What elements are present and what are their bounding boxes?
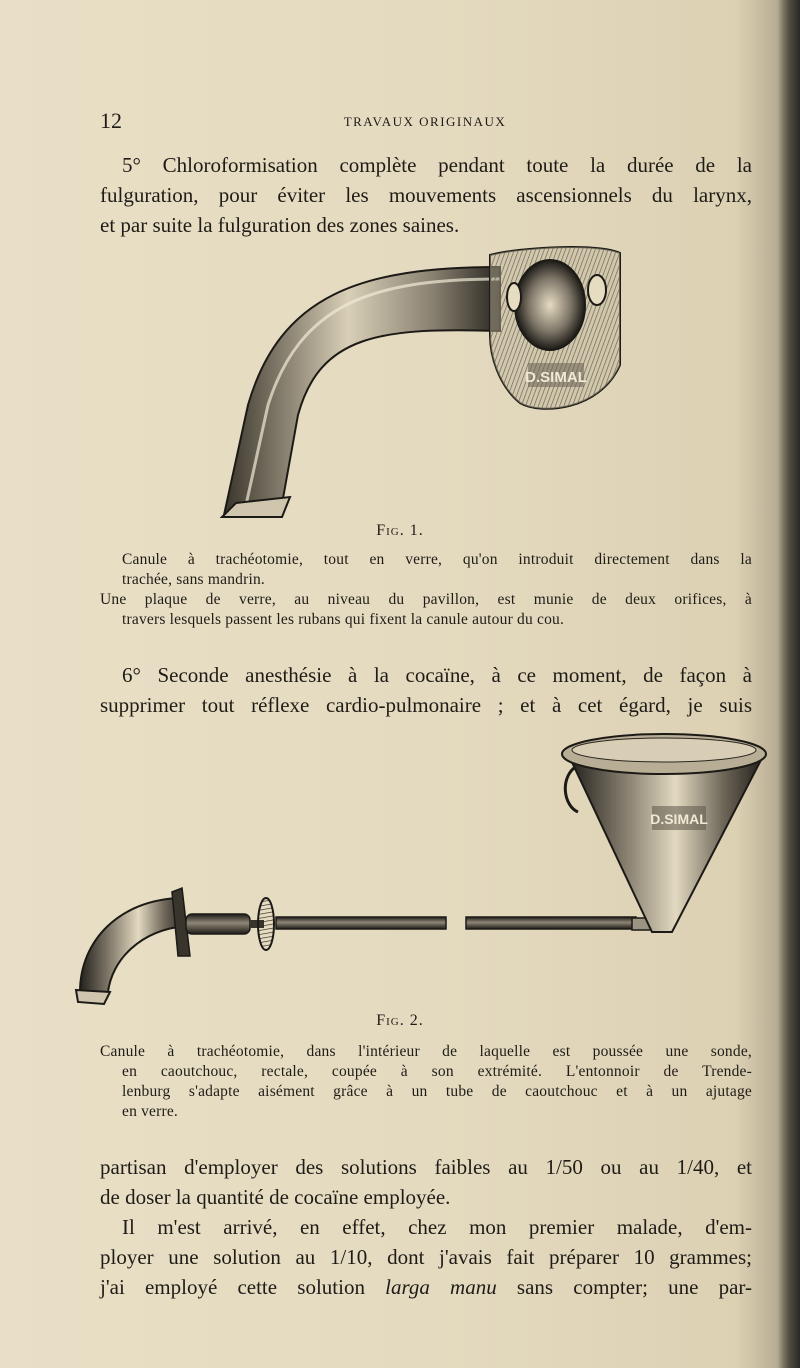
figure-1-label: Fig. 1. [376,522,424,539]
paragraph-5-chloroformisation [100,150,752,240]
latin-phrase: larga manu [385,1275,497,1299]
caption-line: lenburg s'adapte aisément grâce à un tube de caoutchouc et à un ajutage [122,1083,752,1100]
maker-stamp-text: D.SIMAL [525,369,587,386]
caption-line: Canule à trachéotomie, dans l'intérieur de laquelle est poussée une sonde, [100,1043,752,1060]
figure-2-caption [100,1042,752,1122]
text-line: partisan d'employer des solutions faibles au 1/50 ou au 1/40, et [100,1155,752,1179]
caption-line: Canule à trachéotomie, tout en verre, qu'on introduit directement dans la [122,551,752,568]
text-line: fulguration, pour éviter les mouvements ascensionnels du larynx, [100,183,752,207]
page-number: 12 [100,108,122,133]
figure-2-funnel-illustration [0,720,800,1010]
text-line: supprimer tout réflexe cardio-pulmonaire ; et à cet égard, je suis [100,693,752,717]
caption-line: trachée, sans mandrin. [122,571,265,588]
caption-line: en caoutchouc, rectale, coupée à son extrémité. L'entonnoir de Trende- [122,1063,752,1080]
text-line: 6° Seconde anesthésie à la cocaïne, à ce moment, de façon à [122,663,752,687]
caption-line: Une plaque de verre, au niveau du pavillon, est munie de deux orifices, à [100,591,752,608]
page-header [100,108,750,138]
maker-stamp-text: D.SIMAL [650,811,708,827]
figure-1-cannula-illustration [0,235,800,535]
paragraph-il-mest-arrive [100,1212,752,1302]
text-line: Il m'est arrivé, en effet, chez mon premier malade, d'em- [122,1215,752,1239]
page-edge-shadow [778,0,800,1368]
text-line: 5° Chloroformisation complète pendant toute la durée de la [122,153,752,177]
caption-line: en verre. [122,1103,179,1120]
text-line: de doser la quantité de cocaïne employée. [100,1185,451,1209]
running-head: TRAVAUX ORIGINAUX [343,114,507,129]
paragraph-continued [100,1152,752,1212]
paragraph-6-anesthesie [100,660,752,720]
figure-2-label: Fig. 2. [376,1012,424,1029]
caption-line: travers lesquels passent les rubans qui fixent la canule autour du cou. [122,611,565,628]
figure-1-caption [100,550,752,630]
text-line: j'ai employé cette solution larga manu sans compter; une par- [100,1275,752,1299]
text-line: et par suite la fulguration des zones saines. [100,213,460,237]
text-line: ployer une solution au 1/10, dont j'avais fait préparer 10 grammes; [100,1245,752,1269]
